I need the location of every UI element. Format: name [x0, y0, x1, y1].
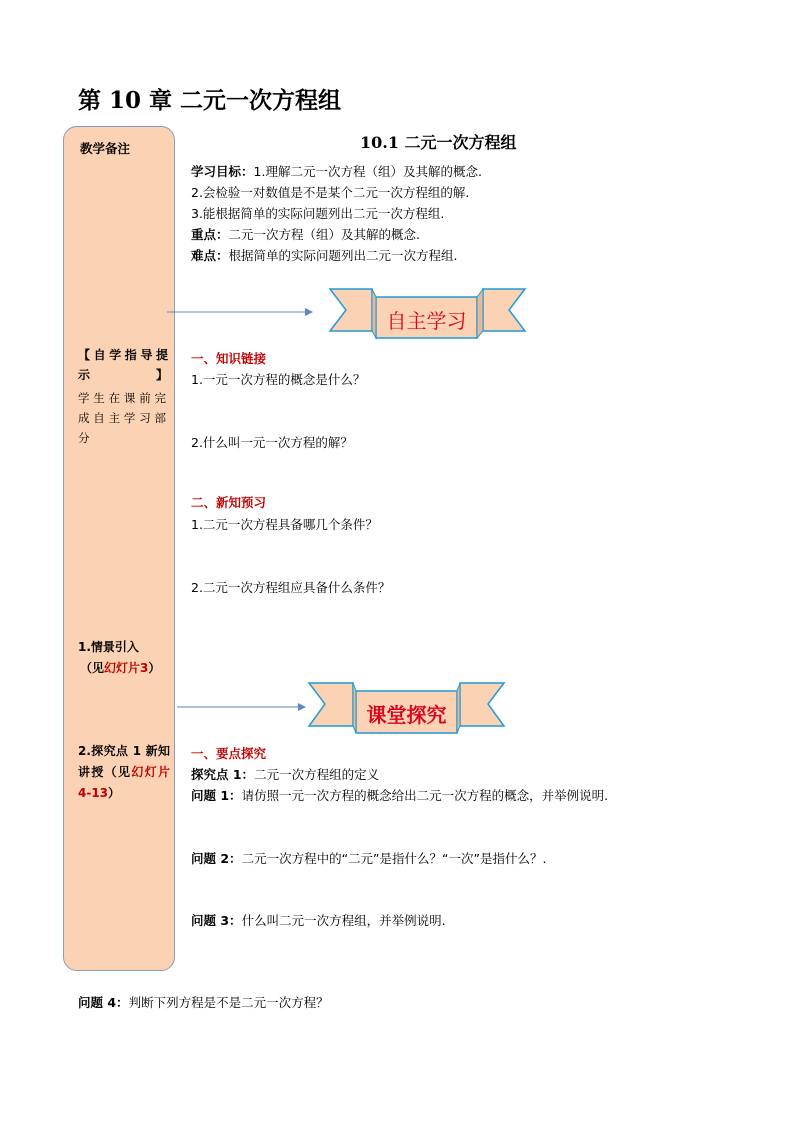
ref-open: （见	[104, 765, 132, 779]
question-4-text: 判断下列方程是不是二元一次方程？	[128, 995, 329, 1010]
question-4-label: 问题 4：	[78, 995, 129, 1010]
objective-1: 1.理解二元一次方程（组）及其解的概念.	[253, 164, 482, 179]
key-label: 重点：	[191, 227, 229, 242]
objective-2: 2.会检验一对数值是不是某个二元一次方程组的解.	[191, 185, 470, 200]
self-study-banner-text: 自主学习	[386, 309, 467, 333]
key-explore-heading: 一、要点探究	[191, 746, 267, 761]
question-1-text: 请仿照一元一次方程的概念给出二元一次方程的概念，并举例说明.	[241, 788, 609, 803]
difficulty-label: 难点：	[191, 248, 229, 263]
class-explore-banner-text: 课堂探究	[366, 703, 447, 727]
explore-point-label: 探究点 1：	[191, 767, 255, 782]
question-4	[78, 993, 329, 1011]
sidebar-step1-label: 1.情景引入	[78, 640, 139, 654]
knowledge-link-heading: 一、知识链接	[191, 351, 267, 366]
objectives-label: 学习目标：	[191, 164, 254, 179]
self-study-q3: 1.二元一次方程具备哪几个条件？	[191, 517, 378, 532]
slide-ref: 幻灯片3	[104, 661, 149, 675]
explore-point-1	[191, 765, 379, 783]
self-study-q2: 2.什么叫一元一次方程的解？	[191, 435, 353, 450]
objective-3: 3.能根据简单的实际问题列出二元一次方程组.	[191, 206, 445, 221]
sidebar-title: 教学备注	[80, 141, 131, 156]
self-study-q4: 2.二元一次方程组应具备什么条件？	[191, 580, 391, 595]
section-title: 10.1 二元一次方程组	[360, 133, 517, 152]
key-text: 二元一次方程（组）及其解的概念.	[228, 227, 420, 242]
sidebar-guide-note: 学生在课前完成自主学习部分	[78, 391, 168, 445]
question-2-label: 问题 2：	[191, 851, 242, 866]
question-2	[191, 849, 546, 867]
question-3	[191, 911, 446, 929]
ref-close: ）	[148, 661, 161, 675]
slide-ref: 幻灯片 4-13	[78, 765, 170, 800]
ref-close: ）	[108, 786, 121, 800]
self-study-q1: 1.一元一次方程的概念是什么？	[191, 372, 366, 387]
question-1	[191, 786, 608, 804]
sidebar-guide-label: 【自学指导提示】	[78, 348, 168, 382]
explore-point-text: 二元一次方程组的定义	[254, 767, 380, 782]
question-3-text: 什么叫二元一次方程组，并举例说明.	[241, 913, 446, 928]
difficulty-text: 根据简单的实际问题列出二元一次方程组.	[228, 248, 458, 263]
chapter-title: 第 10 章 二元一次方程组	[78, 87, 342, 114]
preview-heading: 二、新知预习	[191, 495, 267, 510]
ref-open: （见	[80, 661, 105, 675]
sidebar-step2-label: 2.探究点 1 新知讲授	[78, 744, 170, 779]
question-3-label: 问题 3：	[191, 913, 242, 928]
question-1-label: 问题 1：	[191, 788, 242, 803]
question-2-text: 二元一次方程中的“二元”是指什么？“一次”是指什么？.	[241, 851, 547, 866]
